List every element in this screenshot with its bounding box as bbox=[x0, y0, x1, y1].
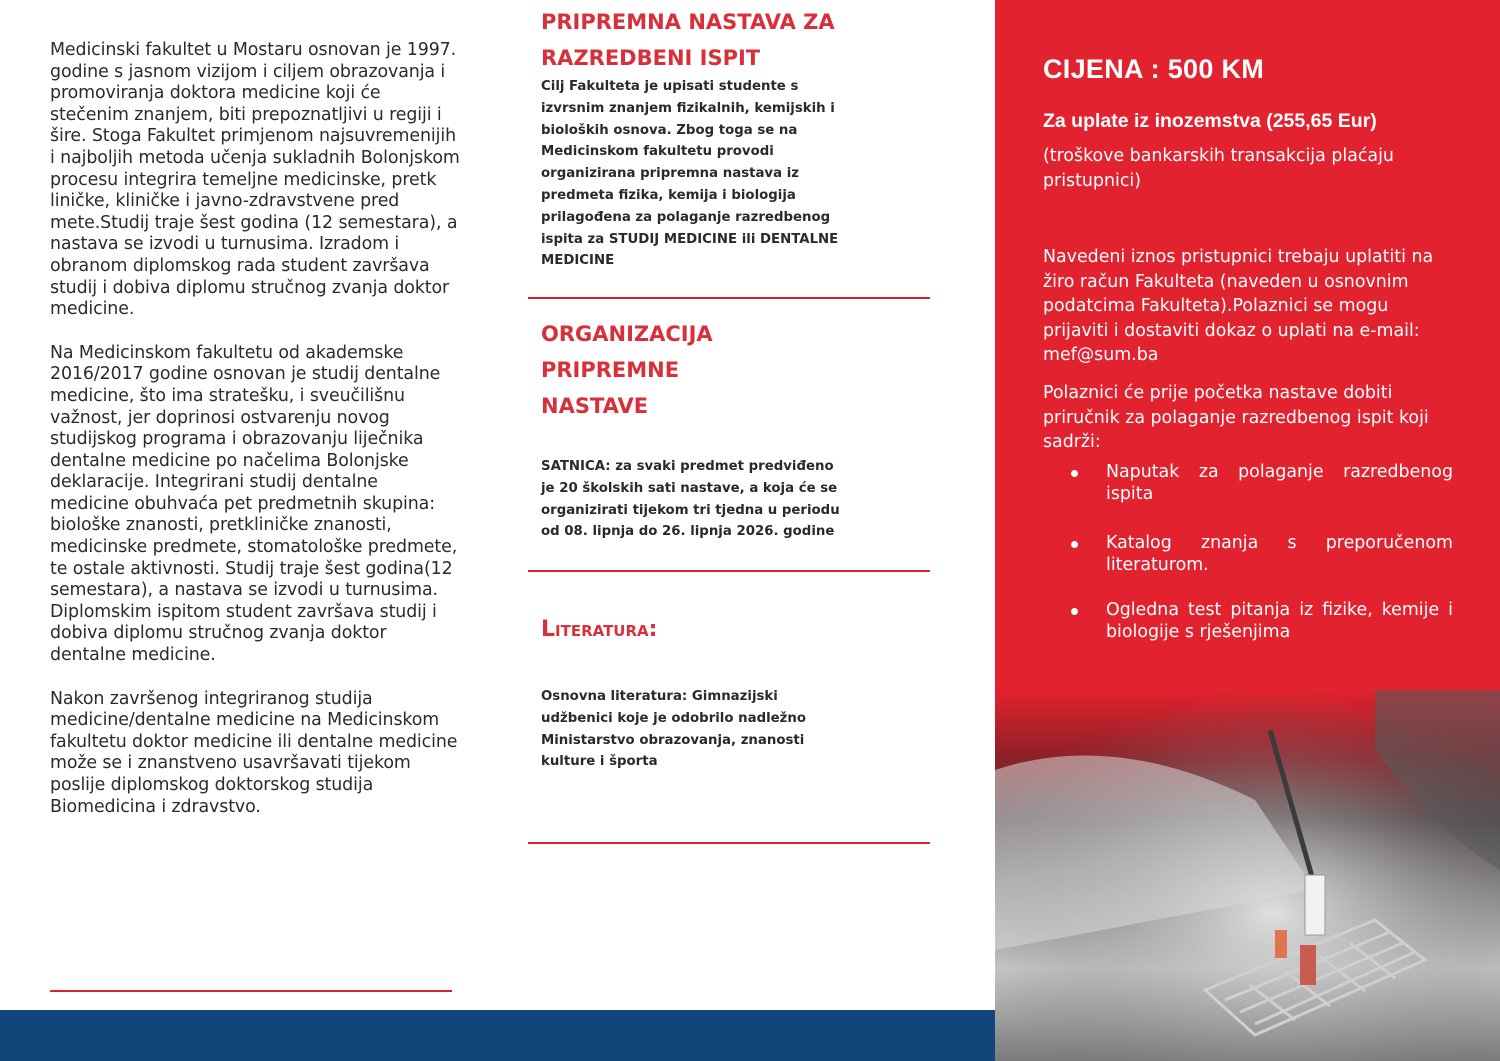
bottom-blue-band bbox=[0, 1010, 995, 1061]
heading-line: RAZREDBENI ISPIT bbox=[541, 46, 761, 70]
bullet-icon bbox=[1071, 608, 1078, 615]
section-body: Osnovna literatura: Gimnazijski udžbenici koje je odobrilo nadležno Ministarstvo obrazovanja, znanosti kulture i športa bbox=[541, 689, 807, 770]
price-panel bbox=[995, 0, 1500, 1061]
middle-divider-2 bbox=[528, 570, 930, 572]
handbook-intro: Polaznici će prije početka nastave dobiti priručnik za polaganje razredbenog ispit koji sadrži: bbox=[1043, 383, 1429, 452]
left-divider bbox=[50, 990, 452, 992]
intro-column bbox=[50, 40, 462, 840]
heading-line: NASTAVE bbox=[541, 394, 649, 418]
middle-divider-1 bbox=[528, 297, 930, 299]
bank-costs-note: (troškove bankarskih transakcija plaćaju pristupnici) bbox=[1043, 146, 1394, 191]
intro-paragraph-3: Nakon završenog integriranog studija medicine/dentalne medicine na Medicinskom fakultetu doktor medicine ili dentalne medicine može se i znanstveno usavršavati tijekom poslije diplomskog doktorskog studija Biomedicina i zdravstvo. bbox=[50, 688, 458, 817]
section-literature bbox=[541, 612, 841, 773]
section-heading bbox=[541, 316, 841, 424]
list-item-text: Naputak za polaganje razredbenog ispita bbox=[1106, 462, 1453, 504]
intro-paragraph-2: Na Medicinskom fakultetu od akademske 2016/2017 godine osnovan je studij dentalne medicine, što ima stratešku, i sveučilišnu važnost, jer doprinosi ostvarenju novog studijskog programa i obrazovanju liječnika dentalne medicine po načelima Bolonjske deklaracije. Integrirani studij dentalne medicine obuhvaća pet predmetnih skupina: biološke znanosti, pretkliničke znanosti, medicinske predmete, stomatološke predmete, te ostale aktivnosti. Studij traje šest godina(12 semestara), a nastava se izvodi u turnusima. Diplomskim ispitom student završava studij i dobiva diplomu stručnog zvanja doktor dentalne medicine. bbox=[50, 342, 458, 666]
lab-photo-illustration bbox=[995, 690, 1500, 1061]
middle-divider-3 bbox=[528, 842, 930, 844]
section-preparatory-course bbox=[541, 4, 841, 272]
list-item-text: Katalog znanja s preporučenom literaturom. bbox=[1106, 533, 1453, 575]
foreign-payment-note: Za uplate iz inozemstva (255,65 Eur) bbox=[1043, 110, 1377, 132]
bullet-icon bbox=[1071, 541, 1078, 548]
list-item-text: Ogledna test pitanja iz fizike, kemije i biologije s rješenjima bbox=[1106, 600, 1453, 642]
handbook-list bbox=[1043, 462, 1453, 671]
intro-paragraph-1: Medicinski fakultet u Mostaru osnovan je 1997. godine s jasnom vizijom i ciljem obrazovanja i promoviranja doktora medicine koji će stečenim znanjem, biti prepoznatljivi u regiji i šire. Stoga Fakultet primjenom najsuvremenijih i najboljih metoda učenja sukladnih Bolonjskom procesu integrira temeljne medicinske, pretk liničke, kliničke i javno-zdravstvene pred mete.Studij traje šest godina (12 semestara), a nastava se izvodi u turnusima. Izradom i obranom diplomskog rada student završava studij i dobiva diplomu stručnog zvanja doktor medicine. bbox=[50, 40, 460, 320]
payment-info: Navedeni iznos pristupnici trebaju uplatiti na žiro račun Fakulteta (naveden u osnovnim podatcima Fakulteta).Polaznici se mogu prijaviti i dostaviti dokaz o uplati na e-mail: mef@sum.ba bbox=[1043, 247, 1434, 365]
heading-line: PRIPREMNA NASTAVA ZA bbox=[541, 10, 835, 34]
heading-line: ORGANIZACIJA PRIPREMNE bbox=[541, 322, 713, 382]
price-title: CIJENA : 500 KM bbox=[1043, 54, 1265, 84]
list-item bbox=[1043, 533, 1453, 576]
list-item bbox=[1043, 462, 1453, 505]
section-heading: Literatura: bbox=[541, 617, 658, 642]
section-body: SATNICA: za svaki predmet predviđeno je 20 školskih sati nastave, a koja će se organizirati tijekom tri tjedna u periodu od 08. lipnja do 26. lipnja 2026. godine bbox=[541, 459, 840, 540]
section-heading bbox=[541, 4, 841, 76]
section-body: Cilj Fakulteta je upisati studente s izvrsnim znanjem fizikalnih, kemijskih i bioloških osnova. Zbog toga se na Medicinskom fakultetu provodi organizirana pripremna nastava iz predmeta fizika, kemija i biologija prilagođena za polaganje razredbenog ispita za STUDIJ MEDICINE ili DENTALNE MEDICINE bbox=[541, 79, 839, 269]
lab-photo bbox=[995, 690, 1500, 1061]
list-item bbox=[1043, 600, 1453, 643]
section-organization bbox=[541, 316, 841, 543]
bullet-icon bbox=[1071, 470, 1078, 477]
